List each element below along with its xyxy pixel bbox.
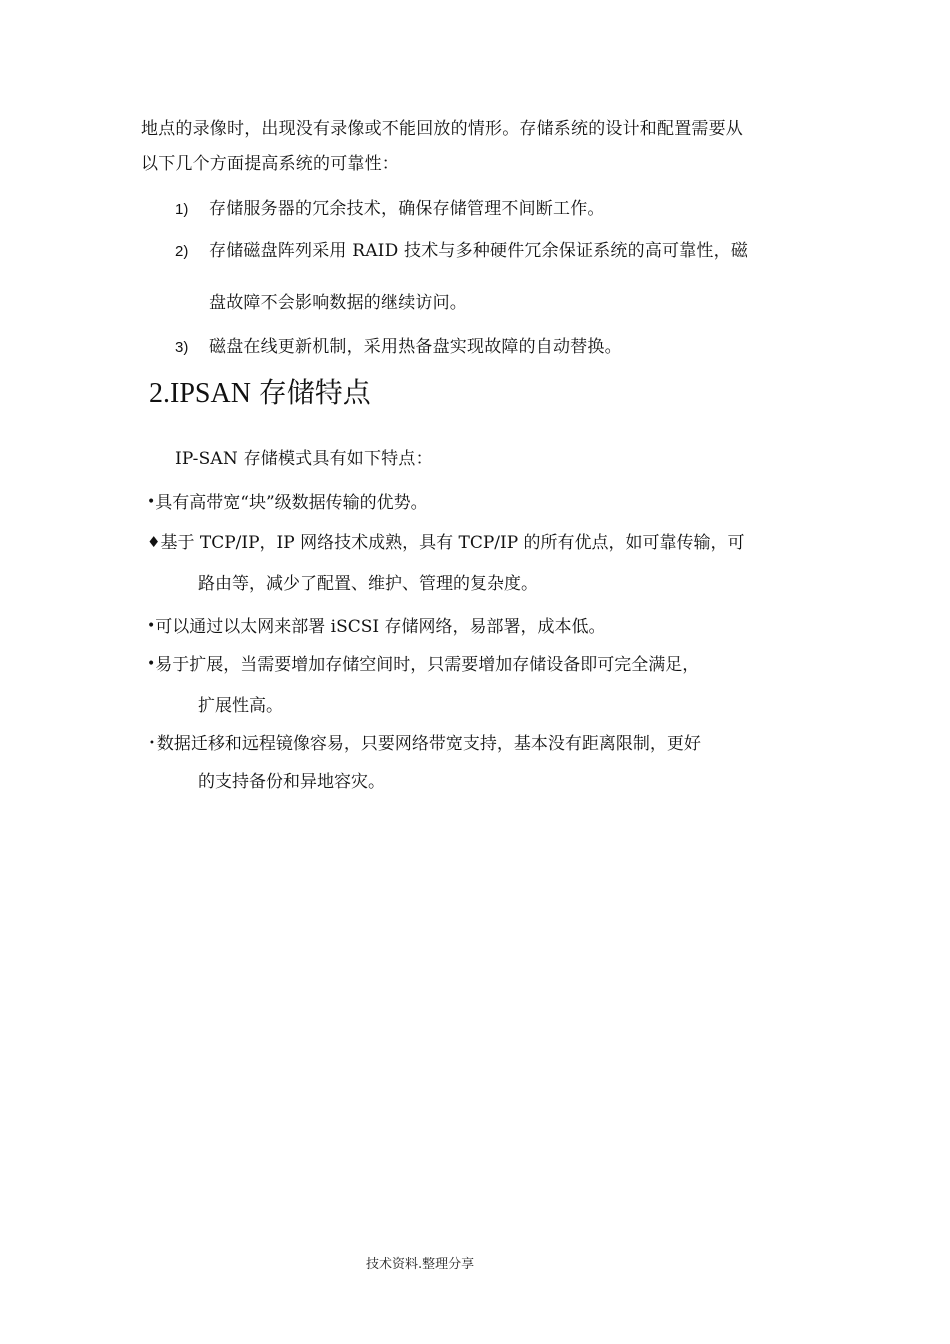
bullet-item-2-continuation: 路由等，减少了配置、维护、管理的复杂度。: [198, 574, 538, 594]
bullet-dot-icon: •: [147, 494, 156, 510]
bullet-item-3-text: 可以通过以太网来部署 iSCSI 存储网络，易部署，成本低。: [155, 617, 606, 637]
list-item-3-text: 磁盘在线更新机制，采用热备盘实现故障的自动替换。: [209, 337, 622, 357]
bullet-item-5: [149, 733, 701, 755]
section-intro: IP-SAN 存储模式具有如下特点：: [175, 449, 433, 469]
intro-line-1: 地点的录像时，出现没有录像或不能回放的情形。存储系统的设计和配置需要从: [141, 119, 743, 139]
list-number-1: 1): [175, 201, 189, 218]
section-heading: [149, 375, 371, 412]
bullet-item-2-text: 基于 TCP/IP，IP 网络技术成熟，具有 TCP/IP 的所有优点，如可靠传输，可: [160, 533, 745, 553]
list-item-2-continuation: 盘故障不会影响数据的继续访问。: [209, 293, 467, 313]
bullet-item-1-text: 具有高带宽“块”级数据传输的优势。: [155, 493, 428, 513]
bullet-item-5-continuation: 的支持备份和异地容灾。: [198, 772, 385, 792]
list-item-2-text: 存储磁盘阵列采用 RAID 技术与多种硬件冗余保证系统的高可靠性，磁: [209, 241, 749, 261]
bullet-item-4-continuation: 扩展性高。: [198, 696, 283, 716]
list-number-2: 2): [175, 243, 189, 260]
bullet-item-4: [147, 653, 699, 676]
bullet-item-3: [147, 615, 606, 638]
section-heading-number: 2.IPSAN: [149, 378, 251, 409]
section-heading-text: 存储特点: [258, 377, 371, 408]
bullet-item-5-text: 数据迁移和远程镜像容易，只要网络带宽支持，基本没有距离限制，更好: [156, 734, 701, 754]
bullet-dot-icon: •: [147, 618, 156, 634]
bullet-item-4-text: 易于扩展，当需要增加存储空间时，只需要增加存储设备即可完全满足，: [155, 655, 700, 675]
list-item-1-text: 存储服务器的冗余技术，确保存储管理不间断工作。: [209, 199, 605, 219]
bullet-small-dot-icon: •: [149, 738, 155, 749]
bullet-item-2: [147, 531, 745, 554]
bullet-dot-icon: •: [147, 656, 156, 672]
intro-line-2: 以下几个方面提高系统的可靠性：: [141, 154, 399, 174]
page-footer: 技术资料.整理分享: [366, 1257, 475, 1272]
list-number-3: 3): [175, 339, 189, 356]
bullet-diamond-icon: ♦: [147, 533, 161, 551]
bullet-item-1: [147, 491, 428, 514]
